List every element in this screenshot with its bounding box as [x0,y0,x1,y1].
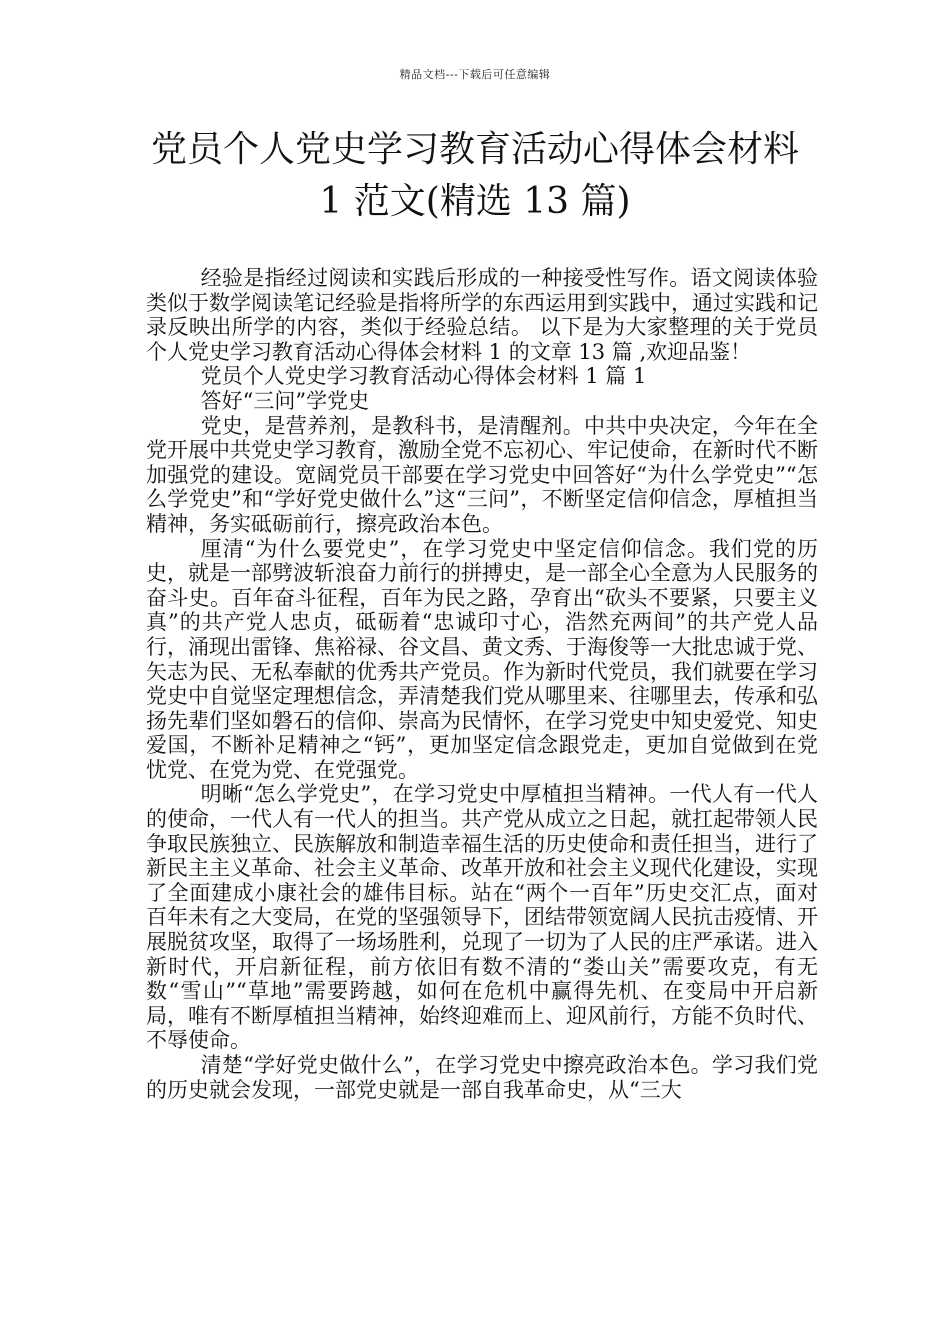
header-note: 精品文档---下载后可任意编辑 [399,68,551,81]
body-paragraph: 明晰“怎么学党史”，在学习党史中厚植担当精神。一代人有一代人的使命，一代人有一代人的担当。共产党从成立之日起，就扛起带领人民争取民族独立、民族解放和制造幸福生活的历史使命和责任担当，进行了新民主主义革命、社会主义革命、改革开放和社会主义现代化建设，实现了全面建成小康社会的雄伟目标。站在“两个一百年”历史交汇点，面对百年未有之大变局，在党的坚强领导下，团结带领宽阔人民抗击疫情、开展脱贫攻坚，取得了一场场胜利，兑现了一切为了人民的庄严承诺。进入新时代，开启新征程，前方依旧有数不清的“娄山关”需要攻克，有无数“雪山”“草地”需要跨越，如何在危机中赢得先机、在变局中开启新局，唯有不断厚植担当精神，始终迎难而上、迎风前行，方能不负时代、不辱使命。 [146,782,818,1053]
body-paragraph: 清楚“学好党史做什么”，在学习党史中擦亮政治本色。学习我们党的历史就会发现，一部党史就是一部自我革命史，从“三大 [146,1053,818,1102]
document-body [146,266,818,1102]
intro-paragraph: 经验是指经过阅读和实践后形成的一种接受性写作。语文阅读体验类似于数学阅读笔记经验是指将所学的东西运用到实践中，通过实践和记录反映出所学的内容，类似于经验总结。 以下是为大家整理的关于党员个人党史学习教育活动心得体会材料 1 的文章 13 篇 ,欢迎品鉴！ [146,266,818,364]
document-title: 党员个人党史学习教育活动心得体会材料 1 范文(精选 13 篇) [150,129,799,222]
article-subtitle: 答好“三问”学党史 [200,388,370,413]
body-paragraph: 厘清“为什么要党史”，在学习党史中坚定信仰信念。我们党的历史，就是一部劈波斩浪奋力前行的拼搏史，是一部全心全意为人民服务的奋斗史。百年奋斗征程，百年为民之路，孕育出“砍头不要紧，只要主义真”的共产党人忠贞，砥砺着“忠诚印寸心，浩然充两间”的共产党人品行，涌现出雷锋、焦裕禄、谷文昌、黄文秀、于海俊等一大批忠诚于党、矢志为民、无私奉献的优秀共产党员。作为新时代党员，我们就要在学习党史中自觉坚定理想信念，弄清楚我们党从哪里来、往哪里去，传承和弘扬先辈们坚如磐石的信仰、崇高为民情怀，在学习党史中知史爱党、知史爱国，不断补足精神之“钙”，更加坚定信念跟党走，更加自觉做到在党忧党、在党为党、在党强党。 [146,536,818,782]
body-paragraph: 党史，是营养剂，是教科书，是清醒剂。中共中央决定，今年在全党开展中共党史学习教育，激励全党不忘初心、牢记使命，在新时代不断加强党的建设。宽阔党员干部要在学习党史中回答好“为什么学党史”“怎么学党史”和“学好党史做什么”这“三问”，不断坚定信仰信念，厚植担当精神，务实砥砺前行，擦亮政治本色。 [146,413,818,536]
section-heading: 党员个人党史学习教育活动心得体会材料 1 篇 1 [200,364,647,389]
